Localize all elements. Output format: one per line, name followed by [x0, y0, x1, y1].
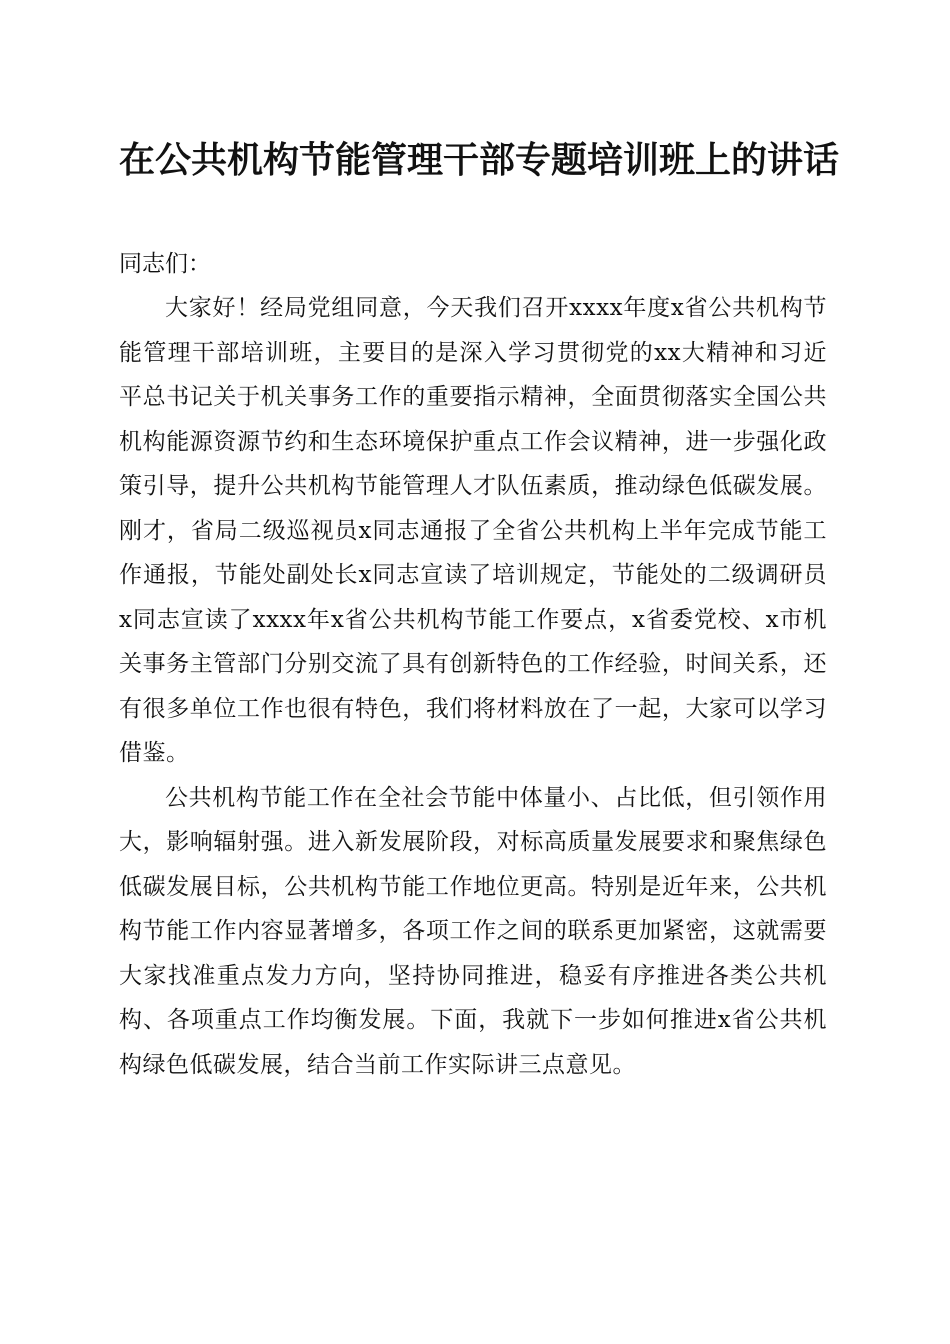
paragraph-1: 大家好！经局党组同意，今天我们召开xxxx年度x省公共机构节能管理干部培训班，主要目的是深入学习贯彻党的xx大精神和习近平总书记关于机关事务工作的重要指示精神，全面贯彻落实全国公共机构能源资源节约和生态环境保护重点工作会议精神，进一步强化政策引导，提升公共机构节能管理人才队伍素质，推动绿色低碳发展。刚才，省局二级巡视员x同志通报了全省公共机构上半年完成节能工作通报，节能处副处长x同志宣读了培训规定，节能处的二级调研员x同志宣读了xxxx年x省公共机构节能工作要点，x省委党校、x市机关事务主管部门分别交流了具有创新特色的工作经验，时间关系，还有很多单位工作也很有特色，我们将材料放在了一起，大家可以学习借鉴。 [119, 295, 827, 766]
paragraph-2: 公共机构节能工作在全社会节能中体量小、占比低，但引领作用大，影响辐射强。进入新发展阶段，对标高质量发展要求和聚焦绿色低碳发展目标，公共机构节能工作地位更高。特别是近年来，公共机构节能工作内容显著增多，各项工作之间的联系更加紧密，这就需要大家找准重点发力方向，坚持协同推进，稳妥有序推进各类公共机构、各项重点工作均衡发展。下面，我就下一步如何推进x省公共机构绿色低碳发展，结合当前工作实际讲三点意见。 [119, 784, 827, 1078]
document-page [119, 130, 840, 1087]
document-title: 在公共机构节能管理干部专题培训班上的讲话 [119, 139, 840, 181]
salutation: 同志们： [119, 251, 211, 277]
